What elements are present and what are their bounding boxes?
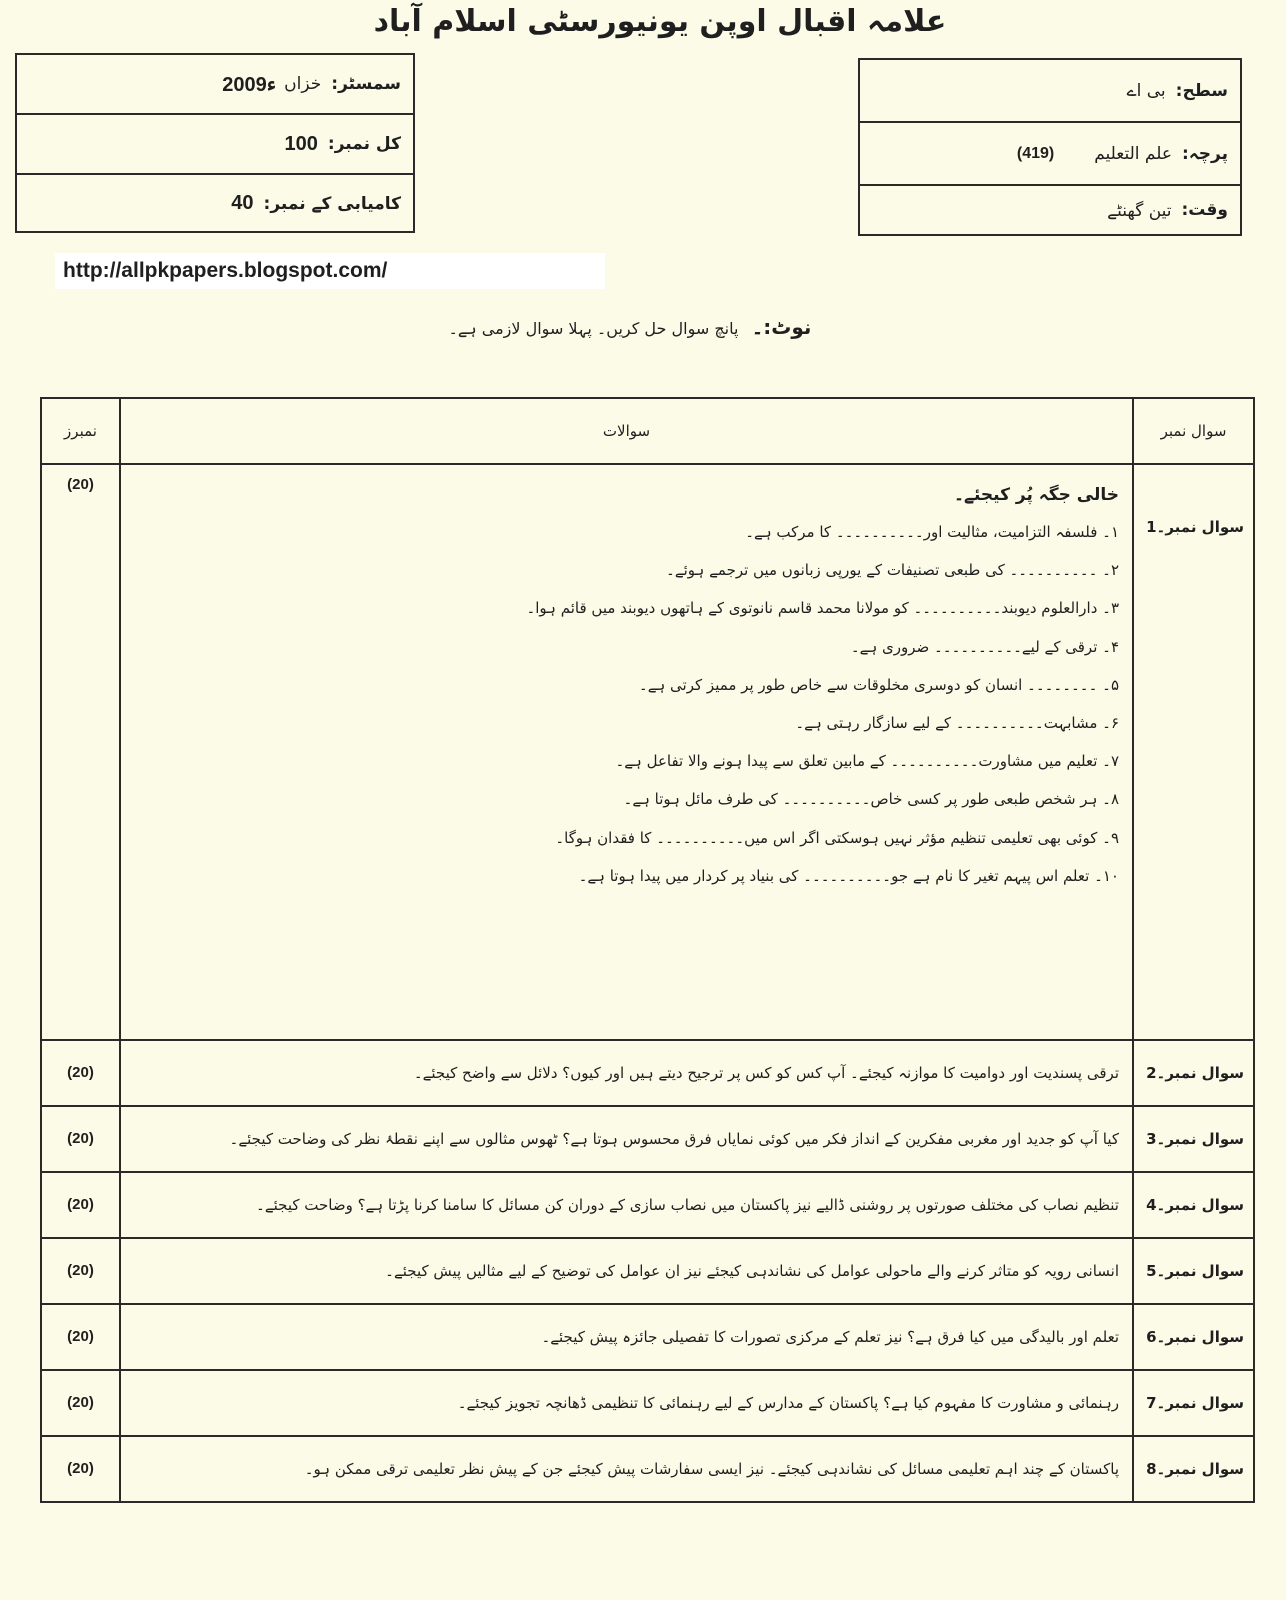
question-number-7: سوال نمبر۔7 xyxy=(1146,1394,1244,1412)
paper-label: پرچہ: xyxy=(1182,144,1228,164)
question-5-text: انسانی رویہ کو متاثر کرنے والے ماحولی عوامل کی نشاندہی کیجئے نیز ان عوامل کی توضیح کے لیے مثالیں پیش کیجئے۔ xyxy=(385,1262,1119,1280)
time-row xyxy=(860,186,1240,234)
marks-q4: (20) xyxy=(67,1196,94,1213)
question-1-body xyxy=(122,484,1131,895)
marks-q1: (20) xyxy=(67,476,94,493)
question-8-text: پاکستان کے چند اہم تعلیمی مسائل کی نشاندہی کیجئے۔ نیز ایسی سفارشات پیش کیجئے جن کے پیش نظر تعلیمی ترقی ممکن ہو۔ xyxy=(304,1460,1119,1478)
time-value: تین گھنٹے xyxy=(1107,200,1172,221)
marks-q3: (20) xyxy=(67,1130,94,1147)
semester-label: سمسٹر: xyxy=(331,74,401,94)
blank-item: ۱۔ فلسفہ التزامیت، مثالیت اور۔۔۔۔۔۔۔۔۔۔ کا مرکب ہے۔ xyxy=(745,523,1119,541)
question-number-5: سوال نمبر۔5 xyxy=(1146,1262,1244,1280)
question-number-3: سوال نمبر۔3 xyxy=(1146,1130,1244,1148)
instructions-note xyxy=(330,315,930,345)
note-text: پانچ سوال حل کریں۔ پہلا سوال لازمی ہے۔ xyxy=(448,319,739,338)
marks-q2: (20) xyxy=(67,1064,94,1081)
fill-blanks-title: خالی جگہ پُر کیجئے۔ xyxy=(954,485,1119,505)
note-label: نوٹ:۔ xyxy=(751,315,812,339)
question-4-text: تنظیم نصاب کی مختلف صورتوں پر روشنی ڈالیے نیز پاکستان میں نصاب سازی کے دوران کن مسائل کا سامنا کرنا پڑتا ہے؟ وضاحت کیجئے۔ xyxy=(256,1196,1119,1214)
question-row-3 xyxy=(41,1106,1254,1172)
semester-year: 2009ء xyxy=(222,73,277,96)
marks-q8: (20) xyxy=(67,1460,94,1477)
pass-marks-label: کامیابی کے نمبر: xyxy=(263,193,401,214)
pass-marks-value: 40 xyxy=(231,191,254,214)
blank-item: ۲۔ ۔۔۔۔۔۔۔۔۔۔ کی طبعی تصنیفات کے یورپی زبانوں میں ترجمے ہوئے۔ xyxy=(666,561,1119,580)
course-info-box xyxy=(858,58,1242,236)
marks-q6: (20) xyxy=(67,1328,94,1345)
marks-q5: (20) xyxy=(67,1262,94,1279)
blank-item: ۱۰۔ تعلم اس پیہم تغیر کا نام ہے جو۔۔۔۔۔۔۔۔۔۔ کی بنیاد پر کردار میں پیدا ہوتا ہے۔ xyxy=(578,866,1119,885)
exam-info-box xyxy=(15,53,415,233)
question-row-7 xyxy=(41,1370,1254,1436)
level-value: بی اے xyxy=(1126,81,1166,101)
blank-item: ۷۔ تعلیم میں مشاورت۔۔۔۔۔۔۔۔۔۔ کے مابین تعلق سے پیدا ہونے والا تفاعل ہے۔ xyxy=(615,752,1119,771)
question-number-1: سوال نمبر۔1 xyxy=(1146,518,1244,536)
question-row-4 xyxy=(41,1172,1254,1238)
question-2-text: ترقی پسندیت اور دوامیت کا موازنہ کیجئے۔ آپ کس کو کس پر ترجیح دیتے ہیں اور کیوں؟ دلائل سے واضح کیجئے۔ xyxy=(413,1064,1119,1082)
semester-row xyxy=(17,55,413,115)
blank-item: ۳۔ دارالعلوم دیوبند۔۔۔۔۔۔۔۔۔۔ کو مولانا محمد قاسم نانوتوی کے ہاتھوں دیوبند میں قائم ہوا۔ xyxy=(526,599,1119,618)
question-7-text: رہنمائی و مشاورت کا مفہوم کیا ہے؟ پاکستان کے مدارس کے لیے رہنمائی کا تنظیمی ڈھانچہ تجویز کیجئے۔ xyxy=(457,1394,1119,1412)
question-row-6 xyxy=(41,1304,1254,1370)
question-row-2 xyxy=(41,1040,1254,1106)
blank-item: ۴۔ ترقی کے لیے۔۔۔۔۔۔۔۔۔۔ ضروری ہے۔ xyxy=(850,637,1119,656)
total-marks-row xyxy=(17,115,413,175)
table-header-row xyxy=(41,398,1254,464)
blank-item: ۵۔ ۔۔۔۔۔۔۔۔ انسان کو دوسری مخلوقات سے خاص طور پر ممیز کرتی ہے۔ xyxy=(638,675,1119,694)
paper-value: علم التعلیم xyxy=(1094,143,1173,164)
university-title: علامہ اقبال اوپن یونیورسٹی اسلام آباد xyxy=(373,4,947,39)
paper-row xyxy=(860,123,1240,186)
question-number-2: سوال نمبر۔2 xyxy=(1146,1064,1244,1082)
level-label: سطح: xyxy=(1175,80,1228,101)
questions-table xyxy=(40,397,1255,1503)
question-number-4: سوال نمبر۔4 xyxy=(1146,1196,1244,1214)
question-number-8: سوال نمبر۔8 xyxy=(1146,1460,1244,1478)
pass-marks-row xyxy=(17,175,413,231)
time-label: وقت: xyxy=(1181,200,1228,220)
semester-value: خزاں xyxy=(284,74,322,94)
total-marks-value: 100 xyxy=(284,132,318,155)
question-row-5 xyxy=(41,1238,1254,1304)
blank-item: ۹۔ کوئی بھی تعلیمی تنظیم مؤثر نہیں ہوسکتی اگر اس میں۔۔۔۔۔۔۔۔۔۔ کا فقدان ہوگا۔ xyxy=(555,828,1119,847)
total-marks-label: کل نمبر: xyxy=(327,134,401,154)
question-3-text: کیا آپ کو جدید اور مغربی مفکرین کے انداز فکر میں کوئی نمایاں فرق محسوس ہوتا ہے؟ ٹھوس مثالوں سے اپنے نقطۂ نظر کی وضاحت کیجئے۔ xyxy=(229,1130,1119,1148)
header-questions: سوالات xyxy=(120,398,1133,464)
marks-q7: (20) xyxy=(67,1394,94,1411)
header-marks: نمبرز xyxy=(41,398,120,464)
header-question-number: سوال نمبر xyxy=(1133,398,1254,464)
level-row xyxy=(860,60,1240,123)
blank-item: ۶۔ مشابہت۔۔۔۔۔۔۔۔۔۔ کے لیے سازگار رہتی ہے۔ xyxy=(795,713,1119,732)
question-row-1 xyxy=(41,464,1254,1040)
website-url: http://allpkpapers.blogspot.com/ xyxy=(55,253,605,289)
paper-code: (419) xyxy=(1016,144,1055,162)
question-number-6: سوال نمبر۔6 xyxy=(1146,1328,1244,1346)
blank-item: ۸۔ ہر شخص طبعی طور پر کسی خاص۔۔۔۔۔۔۔۔۔۔ کی طرف مائل ہوتا ہے۔ xyxy=(623,790,1119,809)
question-row-8 xyxy=(41,1436,1254,1502)
question-6-text: تعلم اور بالیدگی میں کیا فرق ہے؟ نیز تعلم کے مرکزی تصورات کا تفصیلی جائزہ پیش کیجئے۔ xyxy=(541,1328,1119,1346)
